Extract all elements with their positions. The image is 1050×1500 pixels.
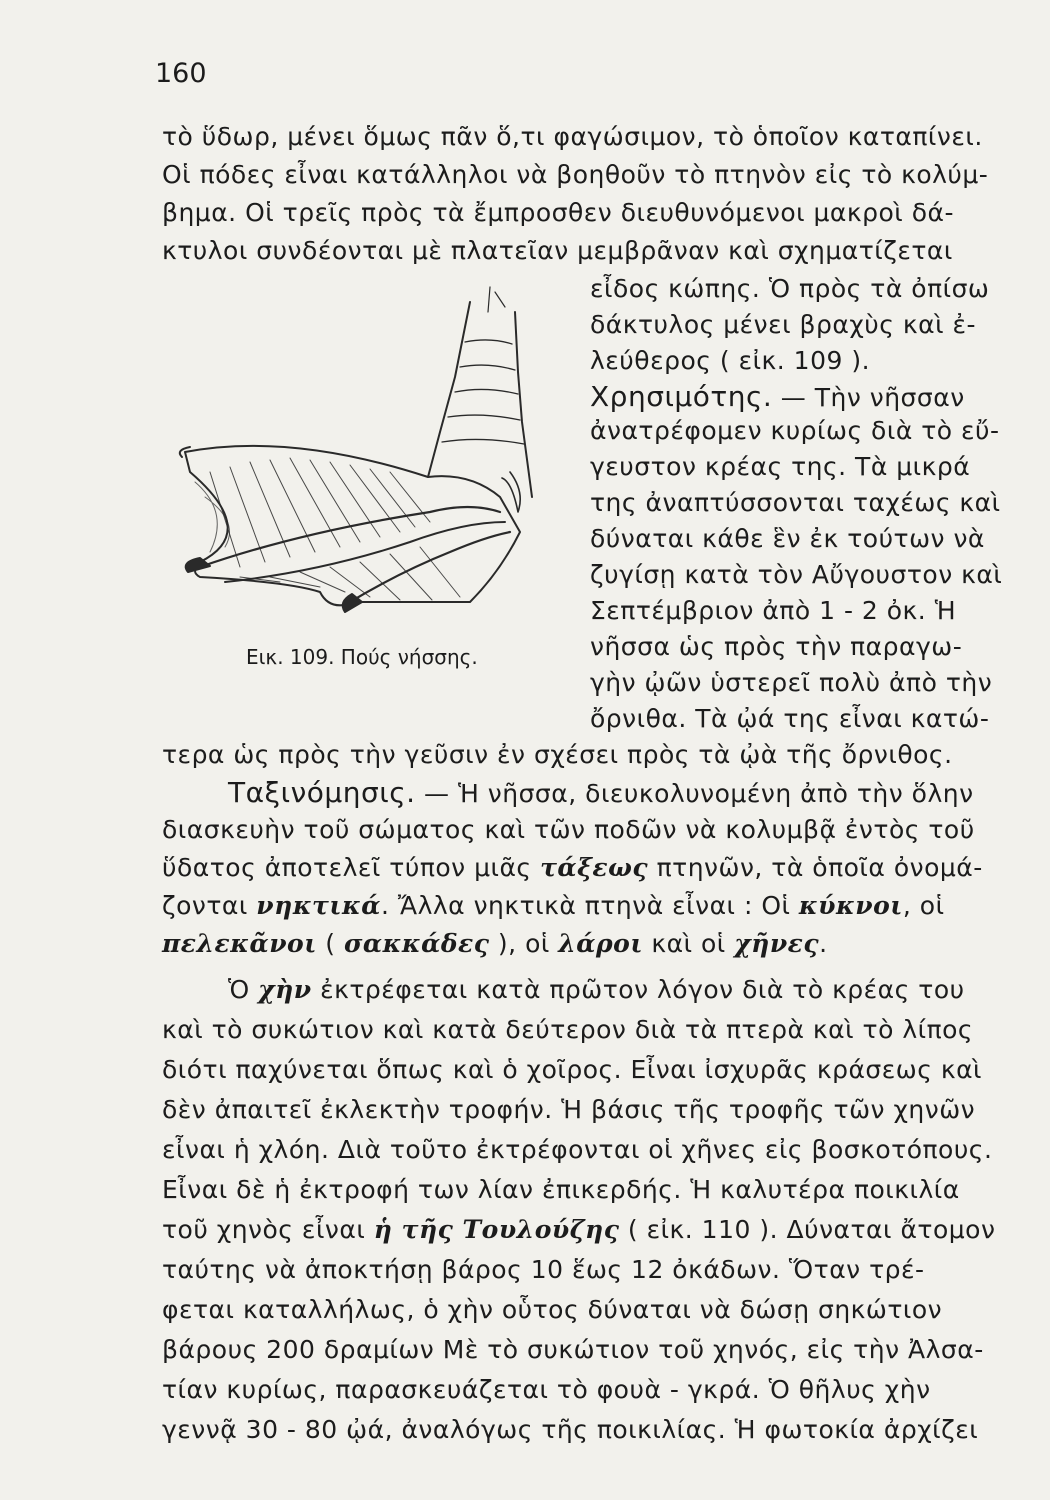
term-toulouse: ἡ τῆς Τουλούζης: [373, 1215, 620, 1244]
text-line: διασκευὴν τοῦ σώματος καὶ τῶν ποδῶν νὰ κολυμβᾷ ἐντὸς τοῦ: [162, 815, 975, 844]
duck-foot-icon: [170, 282, 565, 642]
text-run: .: [819, 929, 828, 958]
text-line: βάρους 200 δραμίων Μὲ τὸ συκώτιον τοῦ χηνός, εἰς τὴν Ἀλσα-: [162, 1335, 984, 1364]
term-laroi: λάροι: [558, 929, 643, 958]
text-run: ), οἱ: [489, 929, 559, 958]
text-line: ταύτης νὰ ἀποκτήσῃ βάρος 10 ἕως 12 ὀκάδων. Ὅταν τρέ-: [162, 1255, 925, 1284]
text-line: διότι παχύνεται ὅπως καὶ ὁ χοῖρος. Εἶναι ἰσχυρᾶς κράσεως καὶ: [162, 1055, 983, 1084]
page-number: 160: [155, 58, 207, 89]
text-line: Εἶναι δὲ ἡ ἐκτροφή των λίαν ἐπικερδής. Ἡ καλυτέρα ποικιλία: [162, 1175, 960, 1204]
text-run: τοῦ χηνὸς εἶναι: [162, 1215, 374, 1244]
figure-duck-foot: [170, 282, 565, 642]
text-line: δὲν ἀπαιτεῖ ἐκλεκτὴν τροφήν. Ἡ βάσις τῆς τροφῆς τῶν χηνῶν: [162, 1095, 976, 1124]
text-run: Ὁ: [228, 975, 259, 1004]
term-chen: χὴν: [258, 975, 312, 1004]
text-run: . Ἄλλα νηκτικὰ πτηνὰ εἶναι : Οἱ: [380, 891, 799, 920]
text-line: τερα ὡς πρὸς τὴν γεῦσιν ἐν σχέσει πρὸς τὰ ᾠὰ τῆς ὄρνιθος.: [162, 740, 953, 769]
text-line: ὄρνιθα. Τὰ ᾠά της εἶναι κατώ-: [590, 704, 990, 733]
text-line: Οἱ πόδες εἶναι κατάλληλοι νὰ βοηθοῦν τὸ πτηνὸν εἰς τὸ κολύμ-: [162, 160, 989, 189]
text-line: τὸ ὕδωρ, μένει ὅμως πᾶν ὅ,τι φαγώσιμον, τὸ ὁποῖον καταπίνει.: [162, 122, 983, 151]
term-chenes: χῆνες: [734, 929, 820, 958]
text-line: εἶναι ἡ χλόη. Διὰ τοῦτο ἐκτρέφονται οἱ χῆνες εἰς βοσκοτόπους.: [162, 1135, 993, 1164]
text-line: κτυλοι συνδέονται μὲ πλατεῖαν μεμβρᾶναν καὶ σχηματίζεται: [162, 236, 953, 265]
text-line: τίαν κυρίως, παρασκευάζεται τὸ φουὰ - γκρά. Ὁ θῆλυς χὴν: [162, 1375, 931, 1404]
term-sakkades: σακκάδες: [343, 929, 490, 958]
text-line: γευστον κρέας της. Τὰ μικρά: [590, 452, 971, 481]
text-line: φεται καταλλήλως, ὁ χὴν οὗτος δύναται νὰ δώσῃ σηκώτιον: [162, 1295, 943, 1324]
section-heading-usefulness: [590, 380, 965, 413]
text-line: δάκτυλος μένει βραχὺς καὶ ἐ-: [590, 310, 977, 339]
text-line: [228, 975, 965, 1004]
text-line: [162, 891, 945, 920]
text-line: της ἀναπτύσσονται ταχέως καὶ: [590, 488, 1001, 517]
text-line: ἀνατρέφομεν κυρίως διὰ τὸ εὔ-: [590, 416, 1000, 445]
text-line: δύναται κάθε ἓν ἐκ τούτων νὰ: [590, 524, 985, 553]
term-taxeos: τάξεως: [540, 853, 649, 882]
text-line: [162, 853, 983, 882]
text-run: καὶ οἱ: [642, 929, 735, 958]
text-line: νῆσσα ὡς πρὸς τὴν παραγω-: [590, 632, 963, 661]
term-nektika: νηκτικά: [256, 891, 381, 920]
text-line: λεύθερος ( εἰκ. 109 ).: [590, 346, 871, 375]
term-kyknoi: κύκνοι: [798, 891, 903, 920]
text-run: ἐκτρέφεται κατὰ πρῶτον λόγον διὰ τὸ κρέας του: [311, 975, 965, 1004]
text-run: ( εἰκ. 110 ). Δύναται ἄτομον: [619, 1215, 996, 1244]
heading-rest: — Ἡ νῆσσα, διευκολυνομένη ἀπὸ τὴν ὅλην: [415, 779, 974, 808]
text-line: ζυγίσῃ κατὰ τὸν Αὔγουστον καὶ: [590, 560, 1003, 589]
heading-text: Χρησιμότης.: [590, 380, 773, 413]
text-run: πτηνῶν, τὰ ὁποῖα ὀνομά-: [648, 853, 983, 882]
text-line: γεννᾷ 30 - 80 ᾠά, ἀναλόγως τῆς ποικιλίας. Ἡ φωτοκία ἀρχίζει: [162, 1415, 979, 1444]
text-run: ζονται: [162, 891, 257, 920]
heading-rest: — Τὴν νῆσσαν: [772, 383, 965, 412]
heading-text: Ταξινόμησις.: [228, 776, 416, 809]
text-line: εἶδος κώπης. Ὁ πρὸς τὰ ὀπίσω: [590, 274, 990, 303]
term-pelekanoi: πελεκᾶνοι: [162, 929, 317, 958]
text-run: ὕδατος ἀποτελεῖ τύπον μιᾶς: [162, 853, 541, 882]
text-line: Σεπτέμβριον ἀπὸ 1 - 2 ὀκ. Ἡ: [590, 596, 957, 625]
text-line: γὴν ᾠῶν ὑστερεῖ πολὺ ἀπὸ τὴν: [590, 668, 993, 697]
figure-caption: Εικ. 109. Πούς νήσσης.: [246, 645, 478, 669]
section-heading-classification: [228, 776, 974, 809]
text-line: καὶ τὸ συκώτιον καὶ κατὰ δεύτερον διὰ τὰ πτερὰ καὶ τὸ λίπος: [162, 1015, 974, 1044]
text-line: [162, 1215, 995, 1244]
text-line: βημα. Οἱ τρεῖς πρὸς τὰ ἔμπροσθεν διευθυνόμενοι μακροὶ δά-: [162, 198, 955, 227]
text-run: , οἱ: [902, 891, 945, 920]
text-run: (: [316, 929, 344, 958]
text-line: [162, 929, 828, 958]
